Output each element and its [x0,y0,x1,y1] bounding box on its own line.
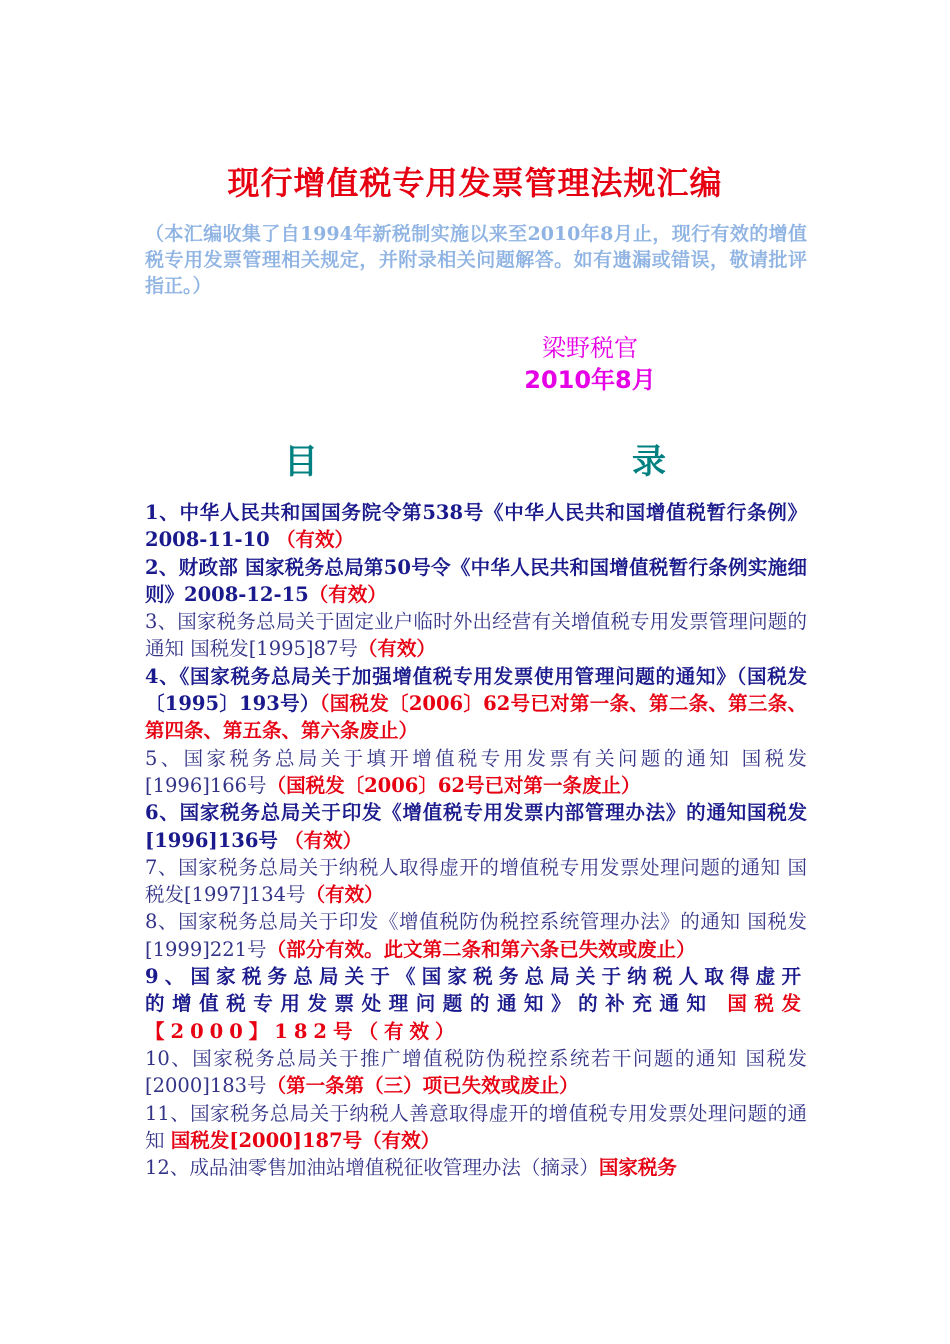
toc-entry [145,1045,807,1100]
toc-entry-status: 国家税务 [598,1156,677,1180]
toc-entry [145,1154,807,1181]
toc-entry-status: （有效） [305,883,384,907]
toc-entry [145,554,807,609]
document-intro: （本汇编收集了自1994年新税制实施以来至2010年8月止，现行有效的增值税专用发票管理相关规定，并附录相关问题解答。如有遗漏或错误，敬请批评指正。） [145,223,807,297]
toc-entry [145,799,807,854]
toc-entry-title: 8、国家税务总局关于印发《增值税防伪税控系统管理办法》的通知 国税发[1999]221号 [145,910,807,961]
toc-entry [145,663,807,745]
toc-entry-status: （有效） [275,528,354,552]
toc-entry-title: 1、中华人民共和国国务院令第538号《中华人民共和国增值税暂行条例》2008-11-10 [145,501,807,552]
toc-entry-title: 4、《国家税务总局关于加强增值税专用发票使用管理问题的通知》（国税发〔1995〕193号） [145,664,807,716]
toc-entry-title: 9、国家税务总局关于《国家税务总局关于纳税人取得虚开的增值税专用发票处理问题的通知》的补充通知 [145,965,807,1016]
author-name: 梁野税官 [542,334,638,362]
toc-entry [145,608,807,663]
toc-entry [145,963,807,1045]
toc-entry-title: 2、财政部 国家税务总局第50号令《中华人民共和国增值税暂行条例实施细则》2008-12-15 [145,555,807,606]
toc-entry-title: 6、国家税务总局关于印发《增值税专用发票内部管理办法》的通知国税发[1996]136号 [145,801,807,852]
toc-entry-status: 国税发[2000]187号（有效） [170,1128,441,1152]
toc-entry-title: 5、国家税务总局关于填开增值税专用发票有关问题的通知 国税发[1996]166号 [145,746,807,797]
toc-entry-title: 3、国家税务总局关于固定业户临时外出经营有关增值税专用发票管理问题的通知 国税发[1995]87号 [145,610,807,661]
toc-entry [145,499,807,554]
toc-entry-status: 国税发【2000】182号（有效） [145,992,807,1043]
toc-heading-left: 目 [284,442,318,482]
toc-entry [145,908,807,963]
toc-entry-status: （有效） [308,582,387,606]
toc-entry-status: （有效） [284,828,363,852]
document-title: 现行增值税专用发票管理法规汇编 [227,164,723,202]
toc-entry [145,745,807,800]
toc-heading-right: 录 [632,442,666,482]
toc-entry [145,854,807,909]
toc-entry-status: （国税发〔2006〕62号已对第一条、第二条、第三条、第四条、第五条、第六条废止） [145,692,807,743]
toc-entry-status: （第一条第（三）项已失效或废止） [266,1074,579,1098]
toc-entry-status: （部分有效。此文第二条和第六条已失效或废止） [266,937,696,961]
toc-entry-status: （国税发〔2006〕62号已对第一条废止） [266,773,641,797]
toc-heading [0,434,950,482]
toc-entry-status: （有效） [357,637,436,661]
toc-entry-title: 10、国家税务总局关于推广增值税防伪税控系统若干问题的通知 国税发[2000]183号 [145,1046,807,1098]
publish-date: 2010年8月 [524,366,656,394]
toc-entry [145,1100,807,1155]
toc-list [145,499,807,1181]
toc-entry-title: 7、国家税务总局关于纳税人取得虚开的增值税专用发票处理问题的通知 国税发[1997]134号 [145,855,807,907]
toc-entry-title: 11、国家税务总局关于纳税人善意取得虚开的增值税专用发票处理问题的通知 [145,1101,807,1152]
toc-entry-title: 12、成品油零售加油站增值税征收管理办法（摘录） [145,1156,599,1180]
author-block [500,332,680,396]
